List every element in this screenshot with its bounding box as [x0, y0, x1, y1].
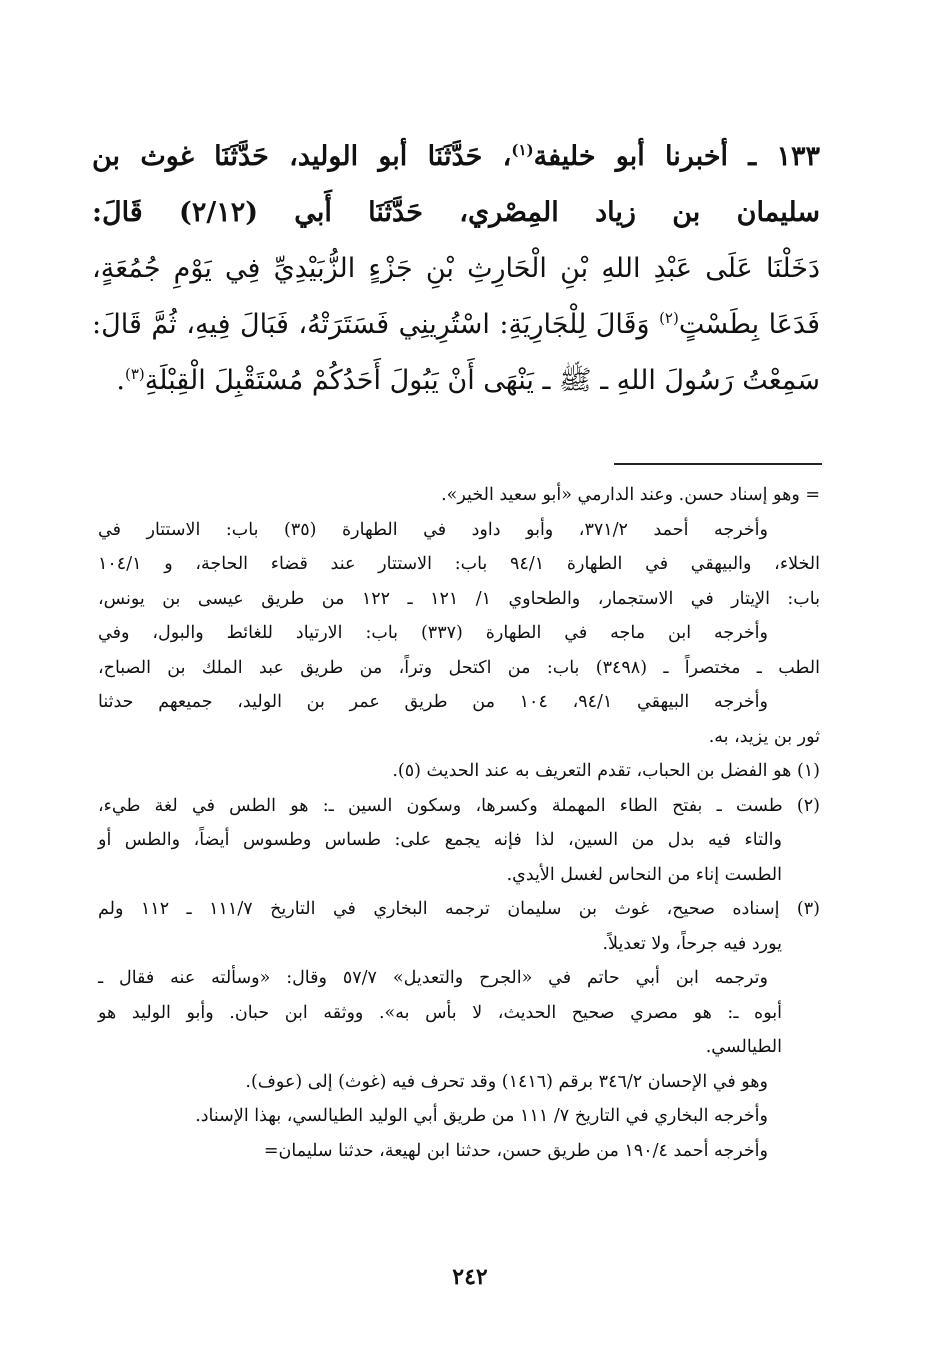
hadith-line-2: سليمان بن زياد المِصْري، حَدَّثَنَا أَبي (٢/١٢) قَالَ: — [92, 197, 820, 228]
hadith-text-part: فَدَعَا بِطَسْتٍ — [678, 309, 820, 340]
footnote-line: = وهو إسناد حسن. وعند الدارمي «أبو سعيد الخير». — [441, 485, 820, 505]
chain-continuation: ، حَدَّثَنَا أبو الوليد، حَدَّثَنَا غوث بن — [92, 141, 512, 172]
hadith-text-part: سَمِعْتُ رَسُولَ اللهِ ـ ﷺ ـ يَنْهَى أَنْ يَبُولَ أَحَدُكُمْ مُسْتَقْبِلَ الْقِبْلَةِ — [144, 365, 820, 396]
page-number: ٢٤٢ — [452, 1264, 488, 1290]
footnote-line: وترجمه ابن أبي حاتم في «الجرح والتعديل» ٥٧/٧ وقال: «وسألته عنه فقال ـ — [98, 968, 769, 988]
footnote-line: أبوه ـ: هو مصري صحيح الحديث، لا بأس به». ووثقه ابن حبان. وأبو الوليد هو — [98, 1002, 782, 1023]
footnote-ref-2: (٢) — [659, 309, 679, 327]
footnote-line: يورد فيه جرحاً، ولا تعديلاً. — [602, 933, 782, 954]
footnote-line: وأخرجه ابن ماجه في الطهارة (٣٣٧) باب: الارتياد للغائط والبول، وفي — [98, 623, 768, 643]
footnote-line: وأخرجه البيهقي ٩٤/١، ١٠٤ من طريق عمر بن الوليد، جميعهم حدثنا — [98, 692, 768, 712]
footnote-line: الطيالسي. — [705, 1037, 782, 1057]
footnote-line: وأخرجه أحمد ٣٧١/٢، وأبو داود في الطهارة (٣٥) باب: الاستتار في — [98, 519, 768, 540]
hadith-line-5 — [92, 362, 820, 418]
footnote-ref-3: (٣) — [124, 365, 145, 383]
footnote-line: الطب ـ مختصراً ـ (٣٤٩٨) باب: من اكتحل وتراً، من طريق عبد الملك بن الصباح، — [98, 657, 820, 678]
hadith-line-4 — [92, 306, 820, 362]
footnote-2: (٢) طست ـ بفتح الطاء المهملة وكسرها، وسكون السين ـ: هو الطس في لغة طيء، — [98, 795, 820, 816]
hadith-end-mark: . — [116, 365, 125, 396]
footnote-1: (١) هو الفضل بن الحباب، تقدم التعريف به عند الحديث (٥). — [392, 761, 820, 781]
footnote-line: باب: الإيتار في الاستجمار، والطحاوي ١/ ١٢١ ـ ١٢٢ من طريق عيسى بن يونس، — [98, 588, 820, 609]
hadith-text-part: وَقَالَ لِلْجَارِيَةِ: اسْتُرِينِي فَسَتَرَتْهُ، فَبَالَ فِيهِ، ثُمَّ قَالَ: — [92, 309, 660, 340]
footnote-ref-1: (١) — [511, 141, 534, 159]
hadith-main-text — [92, 138, 820, 418]
hadith-line-3: دَخَلْنَا عَلَى عَبْدِ اللهِ بْنِ الْحَارِثِ بْنِ جَزْءٍ الزُّبَيْدِيِّ فِي يَوْمِ جُمُعَةٍ، — [92, 253, 820, 284]
footnote-line: والتاء فيه بدل من السين، لذا فإنه يجمع على: طساس وطسوس أيضاً، والطس أو — [98, 830, 782, 850]
footnotes — [98, 482, 820, 1172]
footnote-line: وأخرجه أحمد ١٩٠/٤ من طريق حسن، حدثنا ابن لهيعة، حدثنا سليمان= — [263, 1140, 768, 1161]
footnote-line: الطست إناء من النحاس لغسل الأيدي. — [506, 864, 782, 885]
footnote-line: وهو في الإحسان ٣٤٦/٢ برقم (١٤١٦) وقد تحرف فيه (غوث) إلى (عوف). — [245, 1071, 768, 1092]
footnote-line: وأخرجه البخاري في التاريخ ٧/ ١١١ من طريق أبي الوليد الطيالسي، بهذا الإسناد. — [195, 1106, 768, 1126]
footnote-divider — [614, 463, 822, 465]
footnote-3: (٣) إسناده صحيح، غوث بن سليمان ترجمه البخاري في التاريخ ١١١/٧ ـ ١١٢ ولم — [98, 899, 820, 919]
footnote-line: ثور بن يزيد، به. — [708, 726, 820, 747]
hadith-line-1 — [92, 138, 820, 194]
hadith-number-chain: ١٣٣ ـ أخبرنا أبو خليفة — [533, 141, 820, 172]
footnote-line: الخلاء، والبيهقي في الطهارة ٩٤/١ باب: الاستتار عند قضاء الحاجة، و ١٠٤/١ — [98, 554, 820, 574]
